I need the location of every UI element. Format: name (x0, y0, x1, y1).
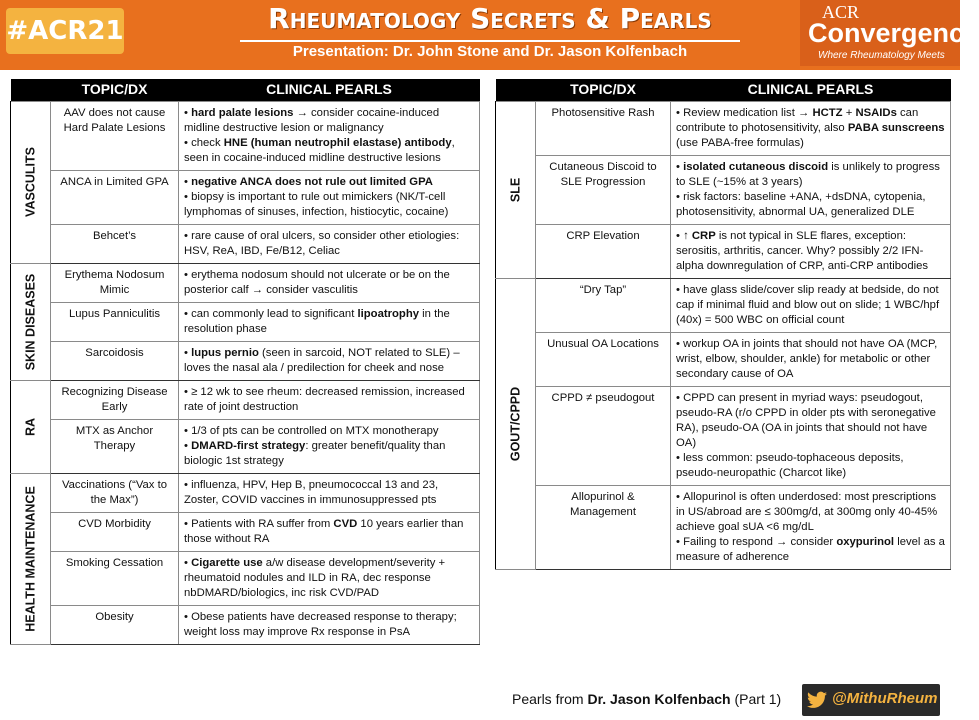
pearls-cell (671, 278, 951, 332)
emphasis-text: lupus pernio (191, 346, 259, 359)
footer-credit (512, 691, 781, 707)
category-cell (11, 263, 51, 380)
pearls-cell (179, 605, 480, 644)
table-row (496, 278, 951, 332)
pearl-item: • less common: pseudo-tophaceous deposits, pseudo-neuropathic (Charcot like) (676, 451, 945, 481)
emphasis-text: oxypurinol (836, 535, 895, 548)
column-header-topic: TOPIC/DX (51, 79, 179, 101)
pearls-cell (179, 101, 480, 170)
topic-cell: AAV does not cause Hard Palate Lesions (51, 101, 179, 170)
emphasis-text: NSAIDs (855, 106, 897, 119)
column-header-pearls: CLINICAL PEARLS (671, 79, 951, 101)
pearls-list (184, 229, 474, 259)
pearls-list (676, 337, 945, 382)
pearls-cell (179, 473, 480, 512)
pearls-cell (671, 485, 951, 569)
emphasis-text: hard palate lesions (191, 106, 294, 119)
pearls-cell (179, 551, 480, 605)
pearls-cell (179, 224, 480, 263)
page-subtitle: Presentation: Dr. John Stone and Dr. Jason Kolfenbach (292, 43, 688, 60)
table-row (11, 605, 480, 644)
topic-cell: Smoking Cessation (51, 551, 179, 605)
pearl-item: • risk factors: baseline +ANA, +dsDNA, cytopenia, photosensitivity, abnormal UA, generalized DLE (676, 190, 945, 220)
column-header-pearls: CLINICAL PEARLS (179, 79, 480, 101)
pearl-item: • hard palate lesions → consider cocaine-induced midline destructive lesion or malignancy (184, 106, 474, 136)
footer-prefix: Pearls from (512, 691, 588, 707)
table-row (11, 170, 480, 224)
topic-cell: Lupus Panniculitis (51, 302, 179, 341)
pearl-item: • Allopurinol is often underdosed: most prescriptions in US/abroad are ≤ 300mg/d, at 300mg only 40-45% achieve goal sUA <6 mg/dL (676, 490, 945, 535)
topic-cell: “Dry Tap” (536, 278, 671, 332)
pearls-cell (179, 380, 480, 419)
pearl-item: • ↑ CRP is not typical in SLE flares, exception: serositis, arthritis, cancer. Why? possibly 2/2 IFN-alpha downregulation of CRP, anti-CRP antibodies (676, 229, 945, 274)
pearls-cell (179, 341, 480, 380)
category-label: RA (23, 417, 38, 436)
pearls-list (676, 283, 945, 328)
twitter-handle[interactable]: @MithuRheum (832, 690, 938, 707)
pearls-list (184, 175, 474, 220)
topic-cell: Sarcoidosis (51, 341, 179, 380)
pearl-item: • Failing to respond → consider oxypurinol level as a measure of adherence (676, 535, 945, 565)
header-spacer (496, 79, 536, 101)
table-row (496, 485, 951, 569)
emphasis-text: isolated cutaneous discoid (683, 160, 829, 173)
pearl-item: • Patients with RA suffer from CVD 10 years earlier than those without RA (184, 517, 474, 547)
category-cell (11, 101, 51, 263)
table-row (11, 302, 480, 341)
table-row (11, 341, 480, 380)
table-row (496, 224, 951, 278)
table-header-row (11, 79, 480, 101)
pearl-item: • Review medication list → HCTZ + NSAIDs can contribute to photosensitivity, also PABA sunscreens (use PABA-free formulas) (676, 106, 945, 151)
emphasis-text: DMARD-first strategy (191, 439, 306, 452)
pearl-item: • check HNE (human neutrophil elastase) antibody, seen in cocaine-induced midline destructive lesions (184, 136, 474, 166)
category-label: VASCULITS (23, 147, 38, 218)
pearls-cell (671, 332, 951, 386)
pearls-cell (179, 263, 480, 302)
table-row (11, 473, 480, 512)
table-header-row (496, 79, 951, 101)
topic-cell: Behcet’s (51, 224, 179, 263)
column-header-topic: TOPIC/DX (536, 79, 671, 101)
table-row (11, 263, 480, 302)
pearls-list (676, 229, 945, 274)
pearls-list (184, 610, 474, 640)
emphasis-text: ↑ CRP (683, 229, 716, 242)
pearls-list (184, 517, 474, 547)
topic-cell: Erythema Nodosum Mimic (51, 263, 179, 302)
topic-cell: Cutaneous Discoid to SLE Progression (536, 155, 671, 224)
category-cell (496, 101, 536, 278)
page-title: Rheumatology Secrets & Pearls (268, 2, 712, 35)
pearls-list (184, 307, 474, 337)
pearl-item: • CPPD can present in myriad ways: pseudogout, pseudo-RA (r/o CPPD in older pts with seronegative RA), pseudo-OA (OA in joints that should not have OA) (676, 391, 945, 451)
topic-cell: Recognizing Disease Early (51, 380, 179, 419)
footer-suffix: (Part 1) (730, 691, 782, 707)
pearl-item: • 1/3 of pts can be controlled on MTX monotherapy (184, 424, 474, 439)
left-pearls-table (10, 79, 480, 645)
table-row (496, 386, 951, 485)
pearl-item: • Obese patients have decreased response to therapy; weight loss may improve Rx response in PsA (184, 610, 474, 640)
category-label: SLE (508, 177, 523, 202)
pearls-list (676, 490, 945, 565)
topic-cell: Unusual OA Locations (536, 332, 671, 386)
hashtag-badge (6, 8, 124, 54)
pearls-cell (671, 155, 951, 224)
pearl-item: • Cigarette use a/w disease development/severity + rheumatoid nodules and ILD in RA, dec response nbDMARD/biologics, inc risk CVD/PAD (184, 556, 474, 601)
topic-cell: CVD Morbidity (51, 512, 179, 551)
emphasis-text: negative ANCA does not rule out limited GPA (191, 175, 433, 188)
category-cell (11, 380, 51, 473)
conference-logo-name: Convergence (808, 18, 979, 48)
pearls-list (184, 385, 474, 415)
pearl-item: • workup OA in joints that should not have OA (MCP, wrist, elbow, shoulder, ankle) for metabolic or other secondary cause of OA (676, 337, 945, 382)
pearls-cell (179, 512, 480, 551)
table-row (496, 101, 951, 155)
pearls-list (184, 424, 474, 469)
pearl-item: • biopsy is important to rule out mimickers (NK/T-cell lymphomas of sinuses, infection, histiocytic, cocaine) (184, 190, 474, 220)
pearl-item: • can commonly lead to significant lipoatrophy in the resolution phase (184, 307, 474, 337)
pearl-item: • erythema nodosum should not ulcerate or be on the posterior calf → consider vasculitis (184, 268, 474, 298)
table-row (11, 380, 480, 419)
emphasis-text: lipoatrophy (357, 307, 420, 320)
category-label: GOUT/CPPD (508, 386, 523, 461)
pearls-list (184, 556, 474, 601)
category-label: HEALTH MAINTENANCE (23, 486, 38, 632)
pearls-list (676, 391, 945, 481)
topic-cell: Vaccinations (“Vax to the Max”) (51, 473, 179, 512)
emphasis-text: HCTZ (812, 106, 843, 119)
emphasis-text: CVD (333, 517, 358, 530)
pearl-item (184, 175, 474, 190)
pearls-list (184, 346, 474, 376)
pearl-item: • have glass slide/cover slip ready at bedside, do not cap if minimal fluid and blow out on slide; 1 WBC/hpf (40x) = 500 WBC on official count (676, 283, 945, 328)
pearls-cell (179, 302, 480, 341)
topic-cell: CRP Elevation (536, 224, 671, 278)
pearls-list (184, 478, 474, 508)
conference-logo-acr: ACR (822, 2, 860, 22)
topic-cell: Photosensitive Rash (536, 101, 671, 155)
category-cell (11, 473, 51, 644)
pearls-cell (179, 170, 480, 224)
pearl-item: • rare cause of oral ulcers, so consider other etiologies: HSV, ReA, IBD, Fe/B12, Celiac (184, 229, 474, 259)
category-label: SKIN DISEASES (23, 273, 38, 370)
topic-cell: Obesity (51, 605, 179, 644)
emphasis-text: PABA sunscreens (847, 121, 945, 134)
pearl-item: • influenza, HPV, Hep B, pneumococcal 13 and 23, Zoster, COVID vaccines in immunosuppressed pts (184, 478, 474, 508)
pearls-cell (179, 419, 480, 473)
topic-cell: Allopurinol & Management (536, 485, 671, 569)
pearls-cell (671, 224, 951, 278)
category-cell (496, 278, 536, 569)
emphasis-text: HNE (human neutrophil elastase) antibody (223, 136, 452, 149)
table-row (11, 551, 480, 605)
table-row (496, 155, 951, 224)
pearls-cell (671, 386, 951, 485)
pearl-item: • isolated cutaneous discoid is unlikely to progress to SLE (~15% at 3 years) (676, 160, 945, 190)
table-row (11, 101, 480, 170)
emphasis-text: Cigarette use (191, 556, 263, 569)
table-row (496, 332, 951, 386)
pearl-item: • ≥ 12 wk to see rheum: decreased remission, increased rate of joint destruction (184, 385, 474, 415)
topic-cell: CPPD ≠ pseudogout (536, 386, 671, 485)
pearls-cell (671, 101, 951, 155)
pearl-item: • lupus pernio (seen in sarcoid, NOT related to SLE) – loves the nasal ala / predilection for cheek and nose (184, 346, 474, 376)
title-underline (240, 40, 740, 42)
table-row (11, 224, 480, 263)
pearls-list (676, 160, 945, 220)
pearls-list (184, 106, 474, 166)
topic-cell: ANCA in Limited GPA (51, 170, 179, 224)
header-spacer (11, 79, 51, 101)
hashtag-text: #ACR21 (6, 16, 124, 46)
twitter-bird-icon (807, 691, 827, 709)
right-pearls-table (495, 79, 951, 570)
pearl-item: • DMARD-first strategy: greater benefit/quality than biologic 1st strategy (184, 439, 474, 469)
table-row (11, 512, 480, 551)
pearls-list (184, 268, 474, 298)
topic-cell: MTX as Anchor Therapy (51, 419, 179, 473)
table-row (11, 419, 480, 473)
conference-logo-tagline: Where Rheumatology Meets (818, 50, 945, 61)
pearls-list (676, 106, 945, 151)
footer-name: Dr. Jason Kolfenbach (587, 691, 731, 707)
